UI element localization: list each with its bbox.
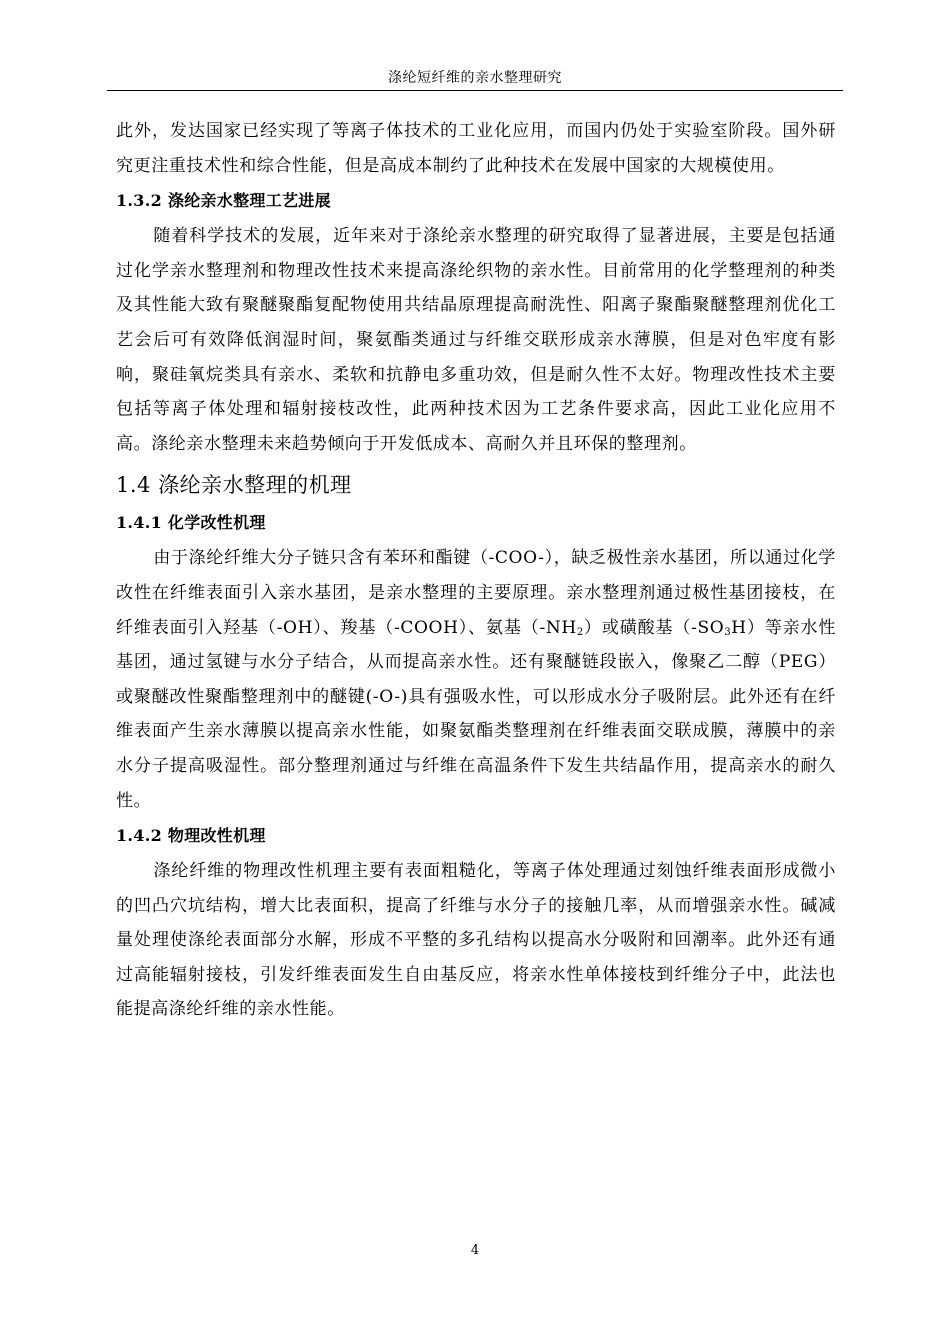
paragraph-1-4-1-text-1: 由于涤纶纤维大分子链只含有苯环和酯键（-COO-），缺乏极性亲水基团，所以通过化学改性在纤维表面引入亲水基团，是亲水整理的主要原理。亲水整理剂通过极性基团接枝，在纤维表面引入羟基（-OH）、羧基（-COOH）、氨基（-NH: [116, 548, 836, 638]
paragraph-1-4-1-text-3: H）等亲水性基团，通过氢键与水分子结合，从而提高亲水性。还有聚醚链段嵌入，像聚乙二醇（PEG）或聚醚改性聚酯整理剂中的醚键(-O-)具有强吸水性，可以形成水分子吸附层。此外还有在纤维表面产生亲水薄膜以提高亲水性能，如聚氨酯类整理剂在纤维表面交联成膜，薄膜中的亲水分子提高吸湿性。部分整理剂通过与纤维在高温条件下发生共结晶作用，提高亲水的耐久性。: [116, 617, 836, 811]
section-heading-1-3-2: 1.3.2 涤纶亲水整理工艺进展: [116, 191, 331, 211]
header-rule: [107, 90, 843, 91]
paragraph-1-4-2: 涤纶纤维的物理改性机理主要有表面粗糙化，等离子体处理通过刻蚀纤维表面形成微小的凹凸穴坑结构，增大比表面积，提高了纤维与水分子的接触几率，从而增强亲水性。碱减量处理使涤纶表面部分水解，形成不平整的多孔结构以提高水分吸附和回潮率。此外还有通过高能辐射接枝，引发纤维表面发生自由基反应，将亲水性单体接枝到纤维分子中，此法也能提高涤纶纤维的亲水性能。: [116, 861, 836, 1020]
section-heading-1-4-2: 1.4.2 物理改性机理: [116, 826, 266, 846]
paragraph-1-3-2: 随着科学技术的发展，近年来对于涤纶亲水整理的研究取得了显著进展，主要是包括通过化学亲水整理剂和物理改性技术来提高涤纶织物的亲水性。目前常用的化学整理剂的种类及其性能大致有聚醚聚酯复配物使用共结晶原理提高耐洗性、阳离子聚酯聚醚整理剂优化工艺会后可有效降低润湿时间，聚氨酯类通过与纤维交联形成亲水薄膜，但是对色牢度有影响，聚硅氧烷类具有亲水、柔软和抗静电多重功效，但是耐久性不太好。物理改性技术主要包括等离子体处理和辐射接枝改性，此两种技术因为工艺条件要求高，因此工业化应用不高。涤纶亲水整理未来趋势倾向于开发低成本、高耐久并且环保的整理剂。: [116, 226, 836, 454]
section-heading-1-4: 1.4 涤纶亲水整理的机理: [116, 473, 352, 498]
paragraph-1-4-1: [116, 541, 836, 818]
paragraph-1-4-1-text-2: ）或磺酸基（-SO: [583, 617, 725, 638]
page-number: 4: [470, 1243, 480, 1258]
page-content: [116, 114, 836, 1027]
section-heading-1-4-1: 1.4.1 化学改性机理: [116, 513, 266, 533]
subscript-so3: 3: [724, 626, 732, 638]
subscript-nh2: 2: [576, 626, 584, 638]
running-header: 涤纶短纤维的亲水整理研究: [388, 70, 562, 86]
paragraph-intro: 此外，发达国家已经实现了等离子体技术的工业化应用，而国内仍处于实验室阶段。国外研究更注重技术性和综合性能，但是高成本制约了此种技术在发展中国家的大规模使用。: [116, 121, 836, 176]
